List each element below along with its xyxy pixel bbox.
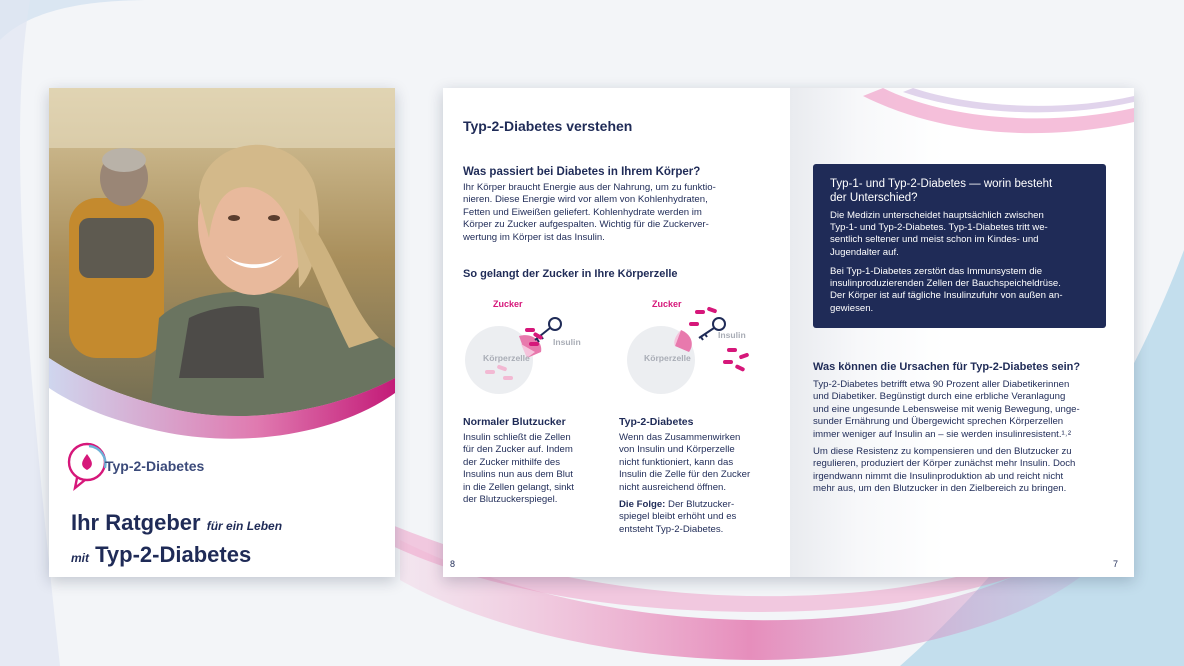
section2-title: So gelangt der Zucker in Ihre Körperzelle [463,268,678,280]
info-box-title-line: der Unterschied? [830,192,918,204]
col2-line: entsteht Typ-2-Diabetes. [619,523,724,535]
col2-line: spiegel bleibt erhöht und es [619,511,737,523]
col2-line: Der Blutzucker- [665,499,735,511]
section1-line: Ihr Körper braucht Energie aus der Nahrung, um zu funktio- [463,182,716,193]
cover-title-big: Ihr Ratgeber [71,510,201,535]
diagram1-sugar-label: Zucker [493,299,523,309]
col1-line: Insulin schließt die Zellen [463,432,571,443]
section1-title: Was passiert bei Diabetes in Ihrem Körper? [463,166,701,178]
causes-line: sunder Ernährung und Übergewicht sprechen Körperzellen [813,416,1064,428]
cover-title-diabetes: Typ-2-Diabetes [95,542,252,567]
diagram-type2-diabetes [623,300,763,400]
diagram2-insulin-label: Insulin [718,330,746,340]
section1-line: Fetten und Eiweißen geliefert. Kohlenhydrate werden im [463,206,702,218]
right-page-shade [790,88,1134,577]
causes-line: und eine ungesunde Lebensweise mit wenig Bewegung, unge- [813,403,1080,415]
col1-line: in die Zellen gelangt, sinkt [463,481,574,493]
causes-line: immer weniger auf Insulin an – sie werden insulinresistent.¹˒² [813,428,1072,440]
col2-title: Typ-2-Diabetes [619,416,694,428]
causes-line: regulieren, produziert der Körper zunächst mehr Insulin. Doch [813,458,1076,470]
logo-text: Typ-2-Diabetes [105,458,205,474]
cover-title [71,508,391,572]
diagram1-cell-label: Körperzelle [483,353,530,363]
causes-paragraph-2 [813,446,1113,496]
page-number-right: 7 [1113,559,1119,569]
brochure-spread [443,88,1134,577]
info-box-line: gewiesen. [830,302,874,314]
info-box-line: Typ-1- und Typ-2-Diabetes. Typ-1-Diabetes tritt we- [830,222,1048,234]
cover-photo [49,88,395,577]
col1-text [463,432,603,506]
info-box-paragraph [830,266,1095,315]
col2-line: nicht ausreichend öffnen. [619,481,727,493]
causes-line: irgendwann nimmt die Insulinproduktion ab und reicht nicht [813,470,1064,482]
info-box-title-line: Typ-1- und Typ-2-Diabetes — worin besteht [830,178,1053,190]
col1-line: Insulins nun aus dem Blut [463,469,573,481]
col2-text [619,432,779,536]
info-box-line: sentlich seltener und meist schon im Kindes- und [830,234,1039,246]
info-box-line: Der Körper ist auf tägliche Insulinzufuhr von außen an- [830,290,1063,302]
col1-title: Normaler Blutzucker [463,416,566,428]
info-box-line: Bei Typ-1-Diabetes zerstört das Immunsystem die [830,266,1043,277]
info-box-line: Jugendalter auf. [830,246,899,258]
causes-line: mehr aus, um den Blutzucker in den Zielbereich zu bringen. [813,483,1067,495]
cover-title-small: für ein Leben [206,519,283,533]
right-page-swoosh [823,88,1134,148]
col1-line: für den Zucker auf. Indem [463,444,573,456]
cover-title-mit: mit [71,551,89,565]
info-box-line: Die Medizin unterscheidet hauptsächlich zwischen [830,210,1044,221]
info-box-line: insulinproduzierenden Zellen der Bauchspeicheldrüse. [830,278,1061,290]
causes-line: Um diese Resistenz zu kompensieren und den Blutzucker zu [813,446,1072,457]
info-box-title [830,177,1090,205]
page-number-left: 8 [450,559,456,569]
causes-line: Typ-2-Diabetes betrifft etwa 90 Prozent aller Diabetikerinnen [813,379,1070,390]
diagram2-cell-label: Körperzelle [644,353,691,363]
col2-line: Wenn das Zusammenwirken [619,432,741,443]
col1-line: der Zucker mithilfe des [463,456,561,468]
section1-line: Körper zu Zucker aufgespalten. Wichtig für die Zuckerver- [463,219,709,231]
col2-result [619,499,779,511]
col2-line: von Insulin und Körperzelle [619,444,735,456]
info-box-paragraph [830,210,1095,259]
col2-line: nicht funktioniert, kann das [619,456,734,468]
causes-paragraph-1 [813,379,1113,441]
section1-line: nieren. Diese Energie wird vor allem von Kohlenhydraten, [463,194,708,206]
section1-text [463,182,783,244]
col2-line: Insulin die Zelle für den Zucker [619,469,751,481]
causes-line: und Diabetiker. Begünstigt durch eine erbliche Veranlagung [813,391,1066,403]
col1-line: der Blutzuckerspiegel. [463,494,558,506]
diagram1-insulin-label: Insulin [553,337,581,347]
col2-result-label: Die Folge: [619,499,666,511]
brochure-cover [49,88,395,577]
info-box [813,164,1106,328]
causes-title: Was können die Ursachen für Typ-2-Diabetes sein? [813,361,1081,373]
section1-line: wertung im Körper ist das Insulin. [463,231,605,243]
diagram2-sugar-label: Zucker [652,299,682,309]
left-page-heading: Typ-2-Diabetes verstehen [463,118,633,134]
